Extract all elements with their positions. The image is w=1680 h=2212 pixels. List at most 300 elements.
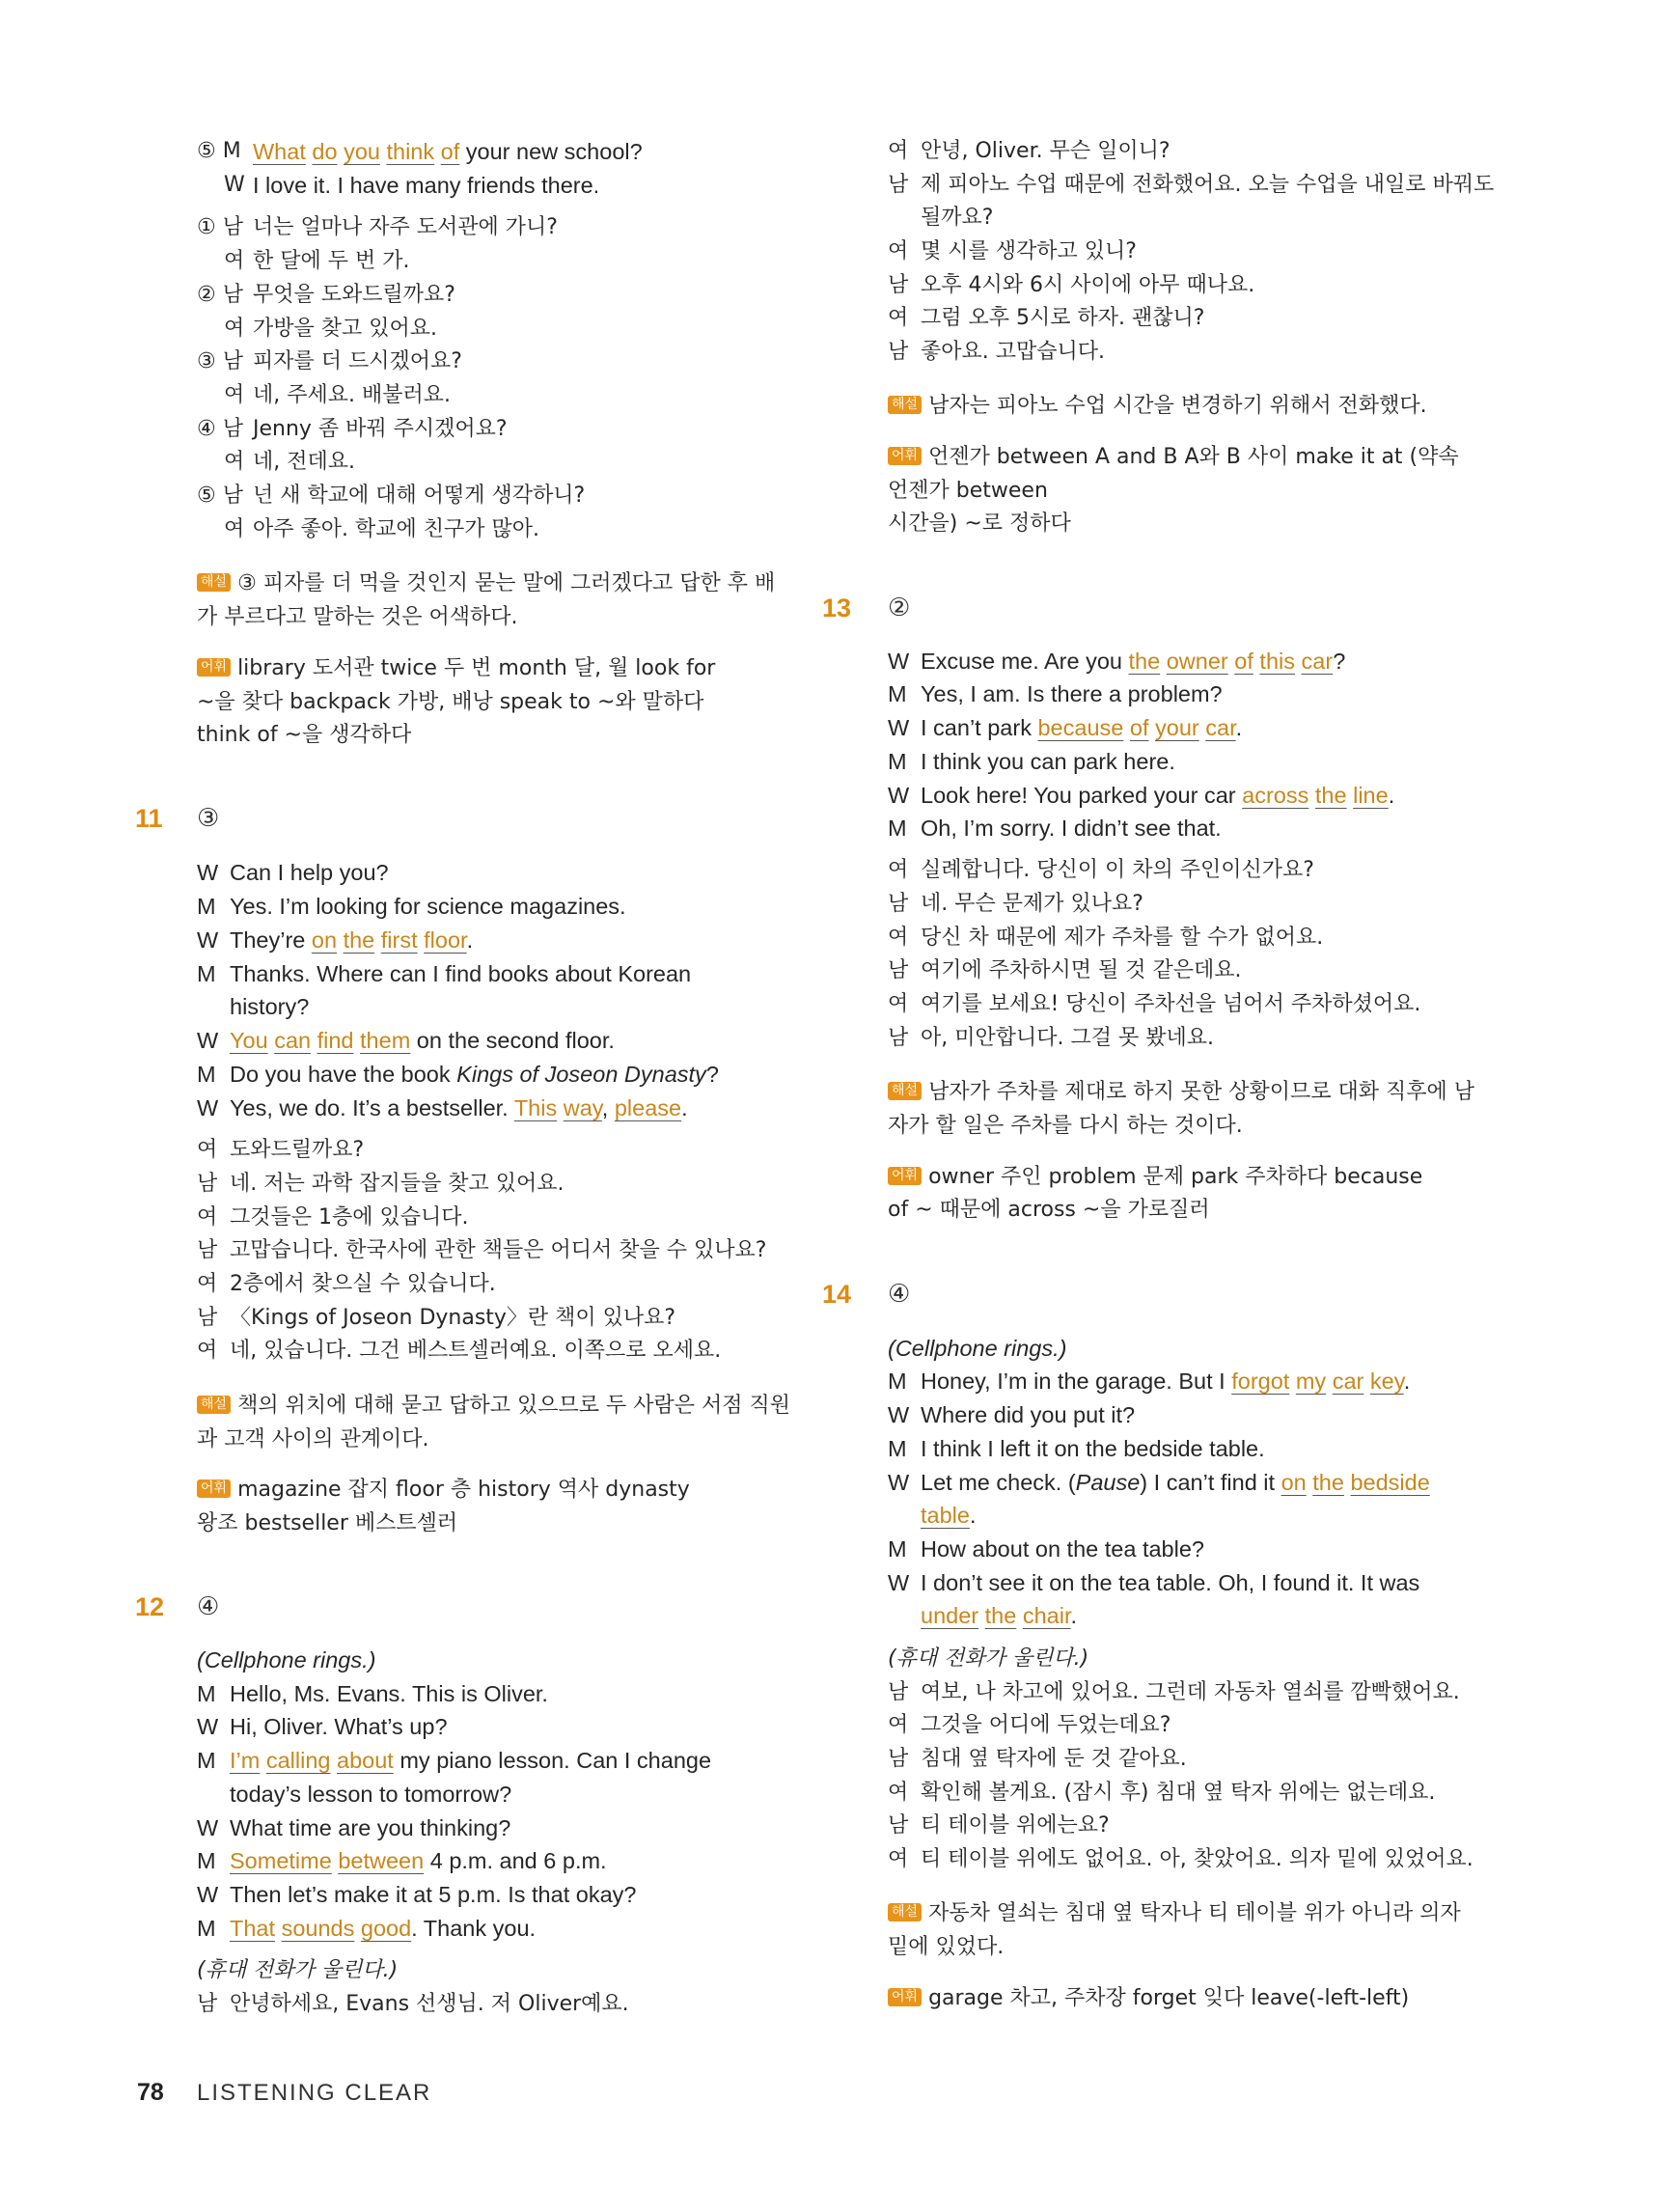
speaker-label [197,1234,217,1267]
text-line [888,135,1486,168]
line-text [230,1710,448,1743]
speaker-label [197,1024,218,1057]
line-text [230,1335,721,1368]
speaker-label [888,1709,908,1742]
speaker-label [197,1058,216,1091]
plain-text: 그것들은 1층에 있습니다. [230,1205,469,1230]
line-text [230,957,691,990]
text-line [197,346,785,378]
plain-text: 무엇을 도와드릴까요? [253,283,455,307]
text-line [888,1161,1486,1194]
plain-text: garage 차고, 주차장 forget 잊다 leave(-left-left) [928,1986,1410,2010]
text-line [197,1390,791,1423]
answer-blank: across [1242,783,1309,808]
plain-text: 남 [888,892,909,916]
line-text [230,1058,719,1091]
line-text [921,169,1494,202]
plain-text: W [888,1570,910,1595]
plain-text: 여 [197,1339,218,1363]
plain-text: 〈Kings of Joseon Dynasty〉란 책이 있나요? [230,1306,676,1330]
line-text [230,1302,675,1335]
text-line [888,1022,1486,1055]
speaker-label [888,169,908,202]
text-line [888,1676,1486,1709]
plain-text: W [197,927,219,953]
speaker-label [197,924,218,956]
plain-text: 너는 얼마나 자주 도서관에 가니? [253,215,558,239]
text-line [197,446,785,479]
speaker-label [888,1022,908,1055]
plain-text: 넌 새 학교에 대해 어떻게 생각하니? [253,484,586,508]
answer-blank: between [338,1848,425,1873]
plain-text: ? [1333,649,1346,674]
line-text [197,652,715,685]
question-number: 13 [822,594,852,622]
text-line [197,1844,785,1877]
answer-blank: This [513,1095,558,1120]
plain-text: 그것을 어디에 두었는데요? [921,1713,1171,1737]
answer-blank: I’m [230,1748,261,1773]
plain-text: W [888,1470,910,1495]
line-text [888,1931,1004,1964]
vocab-tag: 어휘 [888,1167,922,1185]
text-line [888,235,1486,268]
text-line [888,1810,1486,1842]
text-line [888,508,1486,540]
plain-text: (휴대 전화가 울린다.) [197,1958,399,1982]
plain-text: history? [230,994,310,1019]
plain-text: 시간을) ~로 정하다 [888,512,1071,536]
text-line [197,719,785,752]
plain-text: on the second floor. [410,1028,615,1053]
plain-text: W [197,1815,219,1840]
text-line [888,922,1486,954]
text-line [197,1234,785,1267]
plain-text: W [197,1882,219,1907]
text-line [197,1092,785,1124]
plain-text: How about on the tea table? [921,1536,1204,1562]
answer-blank: do [312,139,338,164]
text-line [888,1499,1486,1532]
line-text [921,235,1137,268]
line-text [921,302,1204,335]
line-text [230,1778,511,1811]
text-line [197,1878,785,1911]
vocab-tag: 어휘 [197,1479,231,1498]
speaker-label [888,711,909,744]
plain-text: 아주 좋아. 학교에 친구가 많아. [253,517,539,541]
plain-text: M [197,1681,216,1706]
answer-blank: sounds [281,1916,355,1941]
speaker-label [888,954,908,987]
answer-blank: forgot [1231,1369,1290,1394]
answer-blank: table [921,1503,970,1528]
plain-text: ② 남 [197,283,243,307]
text-line [197,601,785,634]
plain-text: 남 [888,1813,909,1838]
text-line [197,1811,785,1844]
plain-text: 여 [888,1713,909,1737]
line-text [253,413,508,446]
answer-blank: on [1281,1470,1307,1495]
line-text [888,1076,1474,1109]
italic-text: Kings of Joseon Dynasty [456,1062,706,1087]
line-text [888,1161,1422,1194]
speaker-label [197,135,241,168]
line-text [253,211,558,244]
line-text [921,135,1170,168]
question-answer: ③ [197,804,220,833]
plain-text: 여 [888,239,909,263]
plain-text: . [1403,1369,1411,1394]
plain-text: M [888,1536,907,1562]
speaker-label [197,1912,216,1945]
line-text [921,1533,1204,1565]
text-line [888,1599,1486,1632]
text-line [197,1954,785,1987]
answer-blank: owner [1166,649,1228,674]
speaker-label [197,1092,218,1124]
line-text [888,1643,1088,1675]
plain-text: 밑에 있었다. [888,1935,1005,1959]
line-text [253,169,599,202]
text-line [888,1398,1486,1431]
plain-text: ⑤ M [197,139,241,163]
plain-text: ④ 남 [197,417,243,441]
text-line [197,413,785,446]
plain-text: W [888,783,910,808]
plain-text: W [197,860,219,885]
text-line [197,1202,785,1234]
line-text [921,645,1345,677]
speaker-label [888,854,908,887]
plain-text: Let me check. ( [921,1470,1076,1495]
plain-text: W [888,1402,910,1427]
text-line [888,1897,1486,1930]
plain-text: magazine 잡지 floor 층 history 역사 dynasty [237,1478,690,1502]
plain-text: 오후 4시와 6시 사이에 아무 때나요. [921,273,1255,297]
text-line [197,1168,785,1201]
plain-text: 좋아요. 고맙습니다. [921,340,1105,364]
plain-text: . [1070,1603,1078,1628]
speaker-label [197,1988,217,2021]
text-line [197,924,785,956]
page-number: 78 [137,2079,164,2106]
question-number: 12 [135,1592,165,1621]
text-line [197,169,785,202]
answer-blank: You [230,1028,268,1053]
line-text [921,202,993,235]
plain-text: I think I left it on the bedside table. [921,1436,1265,1461]
plain-text: 남 [197,1238,218,1262]
line-text [921,1743,1187,1776]
line-text [253,279,455,312]
plain-text: I don’t see it on the tea table. Oh, I found it. It was [921,1570,1420,1595]
text-line [197,856,785,889]
line-text [230,1988,629,2021]
speaker-label [197,1202,217,1234]
plain-text: 여기에 주차하시면 될 것 같은데요. [921,958,1242,982]
answer-blank: you [344,139,380,164]
answer-blank: about [337,1748,394,1773]
plain-text: M [888,1369,907,1394]
line-text [230,1844,607,1877]
plain-text: 남자는 피아노 수업 시간을 변경하기 위해서 전화했다. [928,394,1427,418]
text-line [888,888,1486,921]
plain-text: 4 p.m. and 6 p.m. [424,1848,607,1873]
line-text [253,446,355,479]
plain-text: What time are you thinking? [230,1815,511,1840]
line-text [921,888,1143,921]
speaker-label [224,513,244,546]
line-text [230,1134,364,1167]
plain-text: ? [705,1062,719,1087]
answer-blank: the [343,927,375,953]
line-text [921,854,1314,887]
line-text [197,601,518,634]
line-text [921,1566,1419,1599]
line-text [197,1474,690,1507]
vocab-tag: 어휘 [888,447,922,465]
plain-text: Yes, we do. It’s a bestseller. [230,1095,514,1120]
explanation-tag: 해설 [197,573,231,592]
plain-text: M [197,1848,216,1873]
answer-blank: first [380,927,418,953]
plain-text: . [681,1095,688,1120]
answer-blank: chair [1022,1603,1071,1628]
question-answer: ④ [888,1280,911,1309]
plain-text: 침대 옆 탁자에 둔 것 같아요. [921,1747,1187,1771]
line-text [197,1954,398,1987]
plain-text: Look here! You parked your car [921,783,1243,808]
text-line [888,1533,1486,1565]
line-text [888,1332,1066,1365]
answer-blank: of [440,139,460,164]
line-text [253,245,409,278]
line-text [921,745,1175,778]
plain-text: 남 [197,1992,218,2016]
plain-text: 아, 미안합니다. 그걸 못 봤네요. [921,1026,1214,1050]
line-text [921,711,1242,744]
plain-text: Yes, I am. Is there a problem? [921,681,1223,706]
plain-text: ⑤ 남 [197,484,243,508]
question-answer: ④ [197,1592,220,1621]
text-line [197,1058,785,1091]
line-text [921,336,1105,369]
plain-text: Oh, I’m sorry. I didn’t see that. [921,816,1222,841]
plain-text: ~을 찾다 backpack 가방, 배낭 speak to ~와 말하다 [197,690,704,714]
line-text [921,1432,1265,1465]
speaker-label [197,346,243,378]
plain-text: Hello, Ms. Evans. This is Oliver. [230,1681,548,1706]
plain-text: 그럼 오후 5시로 하자. 괜찮니? [921,306,1205,330]
text-line [888,1466,1486,1499]
speaker-label [888,1466,909,1499]
speaker-label [224,379,244,412]
text-line [197,211,785,244]
plain-text: 가방을 찾고 있어요. [253,317,437,341]
plain-text: my piano lesson. Can I change [393,1748,712,1773]
line-text [197,686,703,719]
line-text [197,1507,457,1540]
answer-blank: the [1128,649,1161,674]
text-line [888,1194,1486,1227]
plain-text: I think you can park here. [921,749,1175,774]
plain-text: 책의 위치에 대해 묻고 답하고 있으므로 두 사람은 서점 직원 [237,1394,791,1418]
plain-text: 여 [197,1138,218,1162]
line-text [888,508,1071,540]
text-line [888,1432,1486,1465]
plain-text: ① 남 [197,215,243,239]
speaker-label [224,245,244,278]
plain-text: I can’t park [921,715,1038,740]
line-text [921,779,1394,812]
plain-text: your new school? [459,139,643,164]
plain-text: 여 [224,383,245,407]
plain-text: ③ 남 [197,349,243,373]
answer-blank: car [1332,1369,1364,1394]
speaker-label [888,1743,908,1776]
text-line [888,269,1486,302]
text-line [197,1302,785,1335]
text-line [197,135,785,168]
answer-blank: under [921,1603,979,1628]
plain-text: 네, 주세요. 배불러요. [253,383,451,407]
text-line [197,1744,785,1777]
plain-text: Can I help you? [230,860,389,885]
explanation-tag: 해설 [888,396,922,414]
line-text [253,379,451,412]
plain-text: M [197,961,216,986]
text-line [888,475,1486,508]
plain-text: W [888,715,910,740]
plain-text: M [888,816,907,841]
plain-text: (휴대 전화가 울린다.) [888,1646,1089,1671]
plain-text: 네. 무슨 문제가 있나요? [921,892,1143,916]
line-text [921,1599,1077,1632]
plain-text: Then let’s make it at 5 p.m. Is that okay? [230,1882,637,1907]
text-line [197,1268,785,1301]
line-text [230,1268,496,1301]
speaker-label [888,888,908,921]
answer-blank: car [1301,649,1334,674]
plain-text: 네. 저는 과학 잡지들을 찾고 있어요. [230,1172,565,1196]
text-line [197,686,785,719]
line-text [253,346,462,378]
plain-text: 여 [197,1272,218,1296]
text-line [197,1335,785,1368]
plain-text: 여 [224,517,245,541]
plain-text: Hi, Oliver. What’s up? [230,1714,448,1739]
text-line [197,1474,785,1507]
speaker-label [197,279,243,312]
speaker-label [197,890,216,923]
text-line [888,1777,1486,1810]
line-text [921,269,1254,302]
plain-text: 여 [888,139,909,163]
line-text [921,988,1420,1021]
plain-text: Where did you put it? [921,1402,1136,1427]
text-line [197,480,785,512]
plain-text: 여 [888,1781,909,1805]
text-line [888,1843,1486,1876]
line-text [921,1499,977,1532]
answer-blank: the [1314,783,1347,808]
speaker-label [197,1677,216,1710]
plain-text: 언젠가 between A and B A와 B 사이 make it at (약속 [928,445,1459,469]
question-answer: ② [888,594,911,622]
text-line [888,1643,1486,1675]
plain-text: 한 달에 두 번 가. [253,249,410,273]
answer-blank: this [1259,649,1295,674]
text-line [197,890,785,923]
line-text [230,1677,548,1710]
answer-blank: think [386,139,435,164]
plain-text: 안녕, Oliver. 무슨 일이니? [921,139,1170,163]
plain-text: of ~ 때문에 across ~을 가로질러 [888,1198,1210,1222]
plain-text: 티 테이블 위에도 없어요. 아, 찾았어요. 의자 밑에 있었어요. [921,1847,1473,1871]
plain-text: 실례합니다. 당신이 이 차의 주인이신가요? [921,858,1314,882]
plain-text: 몇 시를 생각하고 있니? [921,239,1137,263]
plain-text: 남 [888,173,909,197]
plain-text: W [888,649,910,674]
line-text [197,567,775,600]
text-line [888,854,1486,887]
speaker-label [888,269,908,302]
speaker-label [888,922,908,954]
speaker-label [888,988,908,1021]
plain-text: M [888,749,907,774]
speaker-label [197,1302,217,1335]
text-line [888,1566,1486,1599]
line-text [197,1390,790,1423]
answer-blank: find [317,1028,354,1053]
plain-text: 남 [888,1680,909,1704]
speaker-label [197,1335,217,1368]
answer-blank: That [230,1916,276,1941]
line-text [921,1709,1170,1742]
plain-text: 안녕하세요, Evans 선생님. 저 Oliver예요. [230,1992,629,2016]
text-line [197,990,785,1023]
plain-text: 언젠가 between [888,479,1048,503]
plain-text: . [1388,783,1395,808]
text-line [197,1507,785,1540]
plain-text: 남 [888,1747,909,1771]
answer-blank: Sometime [230,1848,332,1873]
speaker-label [197,1844,216,1877]
line-text [921,1022,1214,1055]
line-text [230,1092,688,1124]
plain-text: library 도서관 twice 두 번 month 달, 월 look for [237,656,716,680]
answer-blank: floor [424,927,467,953]
speaker-label [197,480,243,512]
plain-text: 2층에서 찾으실 수 있습니다. [230,1272,496,1296]
speaker-label [888,1566,909,1599]
speaker-label [197,1710,218,1743]
speaker-label [197,1268,217,1301]
speaker-label [888,1676,908,1709]
explanation-tag: 해설 [888,1082,922,1100]
plain-text: M [888,1436,907,1461]
text-line [197,1778,785,1811]
line-text [230,1744,711,1777]
speaker-label [224,313,244,346]
text-line [888,169,1495,202]
page-footer-title: LISTENING CLEAR [197,2080,432,2106]
plain-text: 여 [888,926,909,950]
italic-text: (Cellphone rings.) [888,1336,1067,1361]
speaker-label [197,1744,216,1777]
